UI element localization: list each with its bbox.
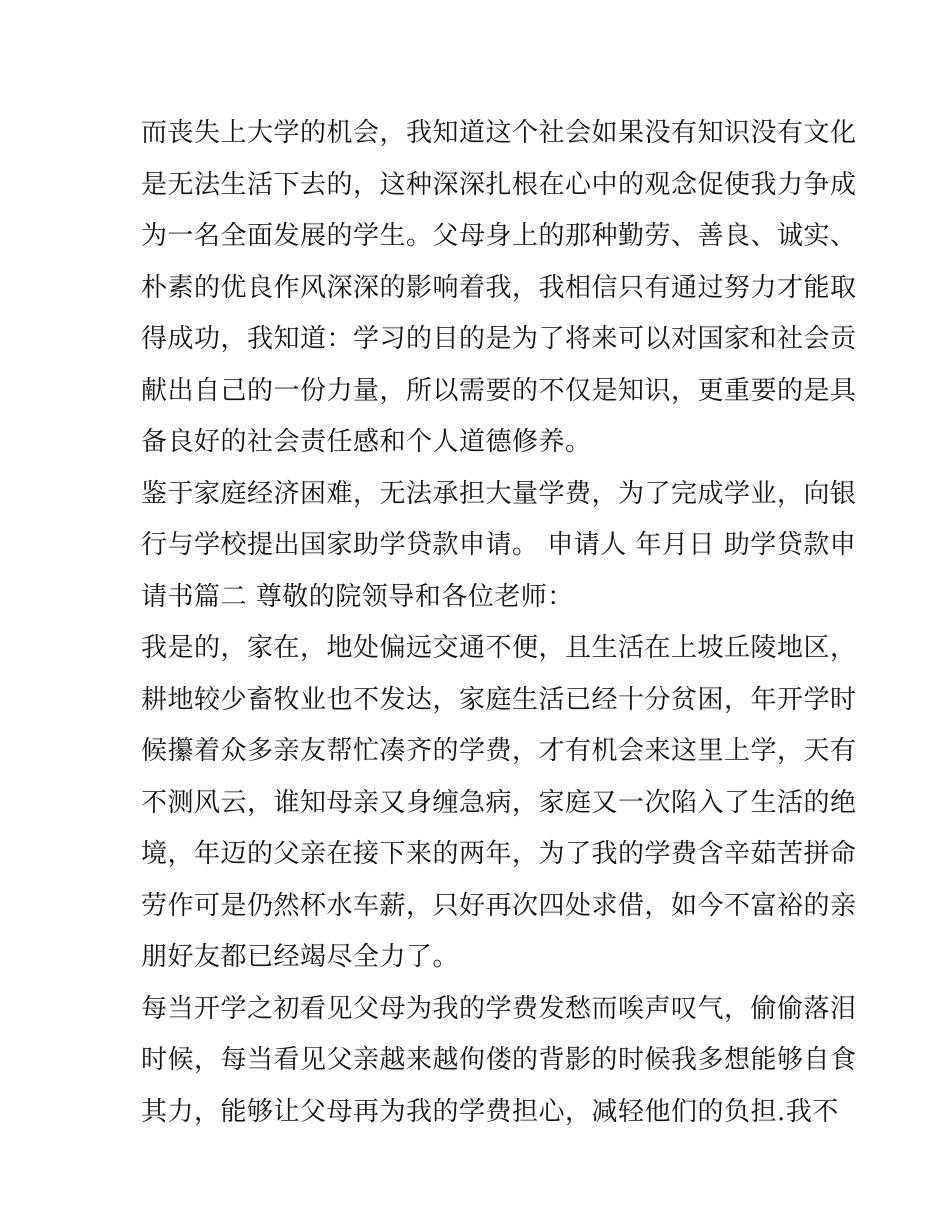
text-line: 备良好的社会责任感和个人道德修养。 <box>141 427 592 457</box>
text-line: 候攥着众多亲友帮忙凑齐的学费，才有机会来这里上学，天有 <box>141 736 857 766</box>
text-line: 行与学校提出国家助学贷款申请。 申请人 年月日 助学贷款申 <box>141 530 857 560</box>
text-line: 境，年迈的父亲在接下来的两年，为了我的学费含辛茹苦拼命 <box>141 839 857 869</box>
text-line: 时候，每当看见父亲越来越佝偻的背影的时候我多想能够自食 <box>141 1045 857 1075</box>
text-line: 请书篇二 尊敬的院领导和各位老师： <box>141 581 574 612</box>
text-line: 不测风云，谁知母亲又身缠急病，家庭又一次陷入了生活的绝 <box>141 787 857 818</box>
text-line: 为一名全面发展的学生。父母身上的那种勤劳、善良、诚实、 <box>141 221 857 251</box>
text-line: 鉴于家庭经济困难，无法承担大量学费，为了完成学业，向银 <box>141 478 857 509</box>
text-line: 我是的，家在，地处偏远交通不便，且生活在上坡丘陵地区， <box>141 633 857 663</box>
text-line: 劳作可是仍然杯水车薪，只好再次四处求借，如今不富裕的亲 <box>141 890 857 921</box>
text-line: 是无法生活下去的，这种深深扎根在心中的观念促使我力争成 <box>141 169 857 200</box>
text-line: 其力，能够让父母再为我的学费担心，减轻他们的负担.我不 <box>141 1096 839 1127</box>
text-line: 朴素的优良作风深深的影响着我，我相信只有通过努力才能取 <box>141 272 857 303</box>
text-line: 献出自己的一份力量，所以需要的不仅是知识，更重要的是具 <box>141 375 857 406</box>
text-line: 而丧失上大学的机会，我知道这个社会如果没有知识没有文化 <box>141 118 857 148</box>
text-line: 得成功，我知道：学习的目的是为了将来可以对国家和社会贡 <box>141 324 857 354</box>
text-line: 耕地较少畜牧业也不发达，家庭生活已经十分贫困，年开学时 <box>141 684 857 715</box>
document-body <box>141 108 857 1138</box>
text-line: 朋好友都已经竭尽全力了。 <box>141 942 460 972</box>
text-line: 每当开学之初看见父母为我的学费发愁而唉声叹气，偷偷落泪 <box>141 993 857 1024</box>
